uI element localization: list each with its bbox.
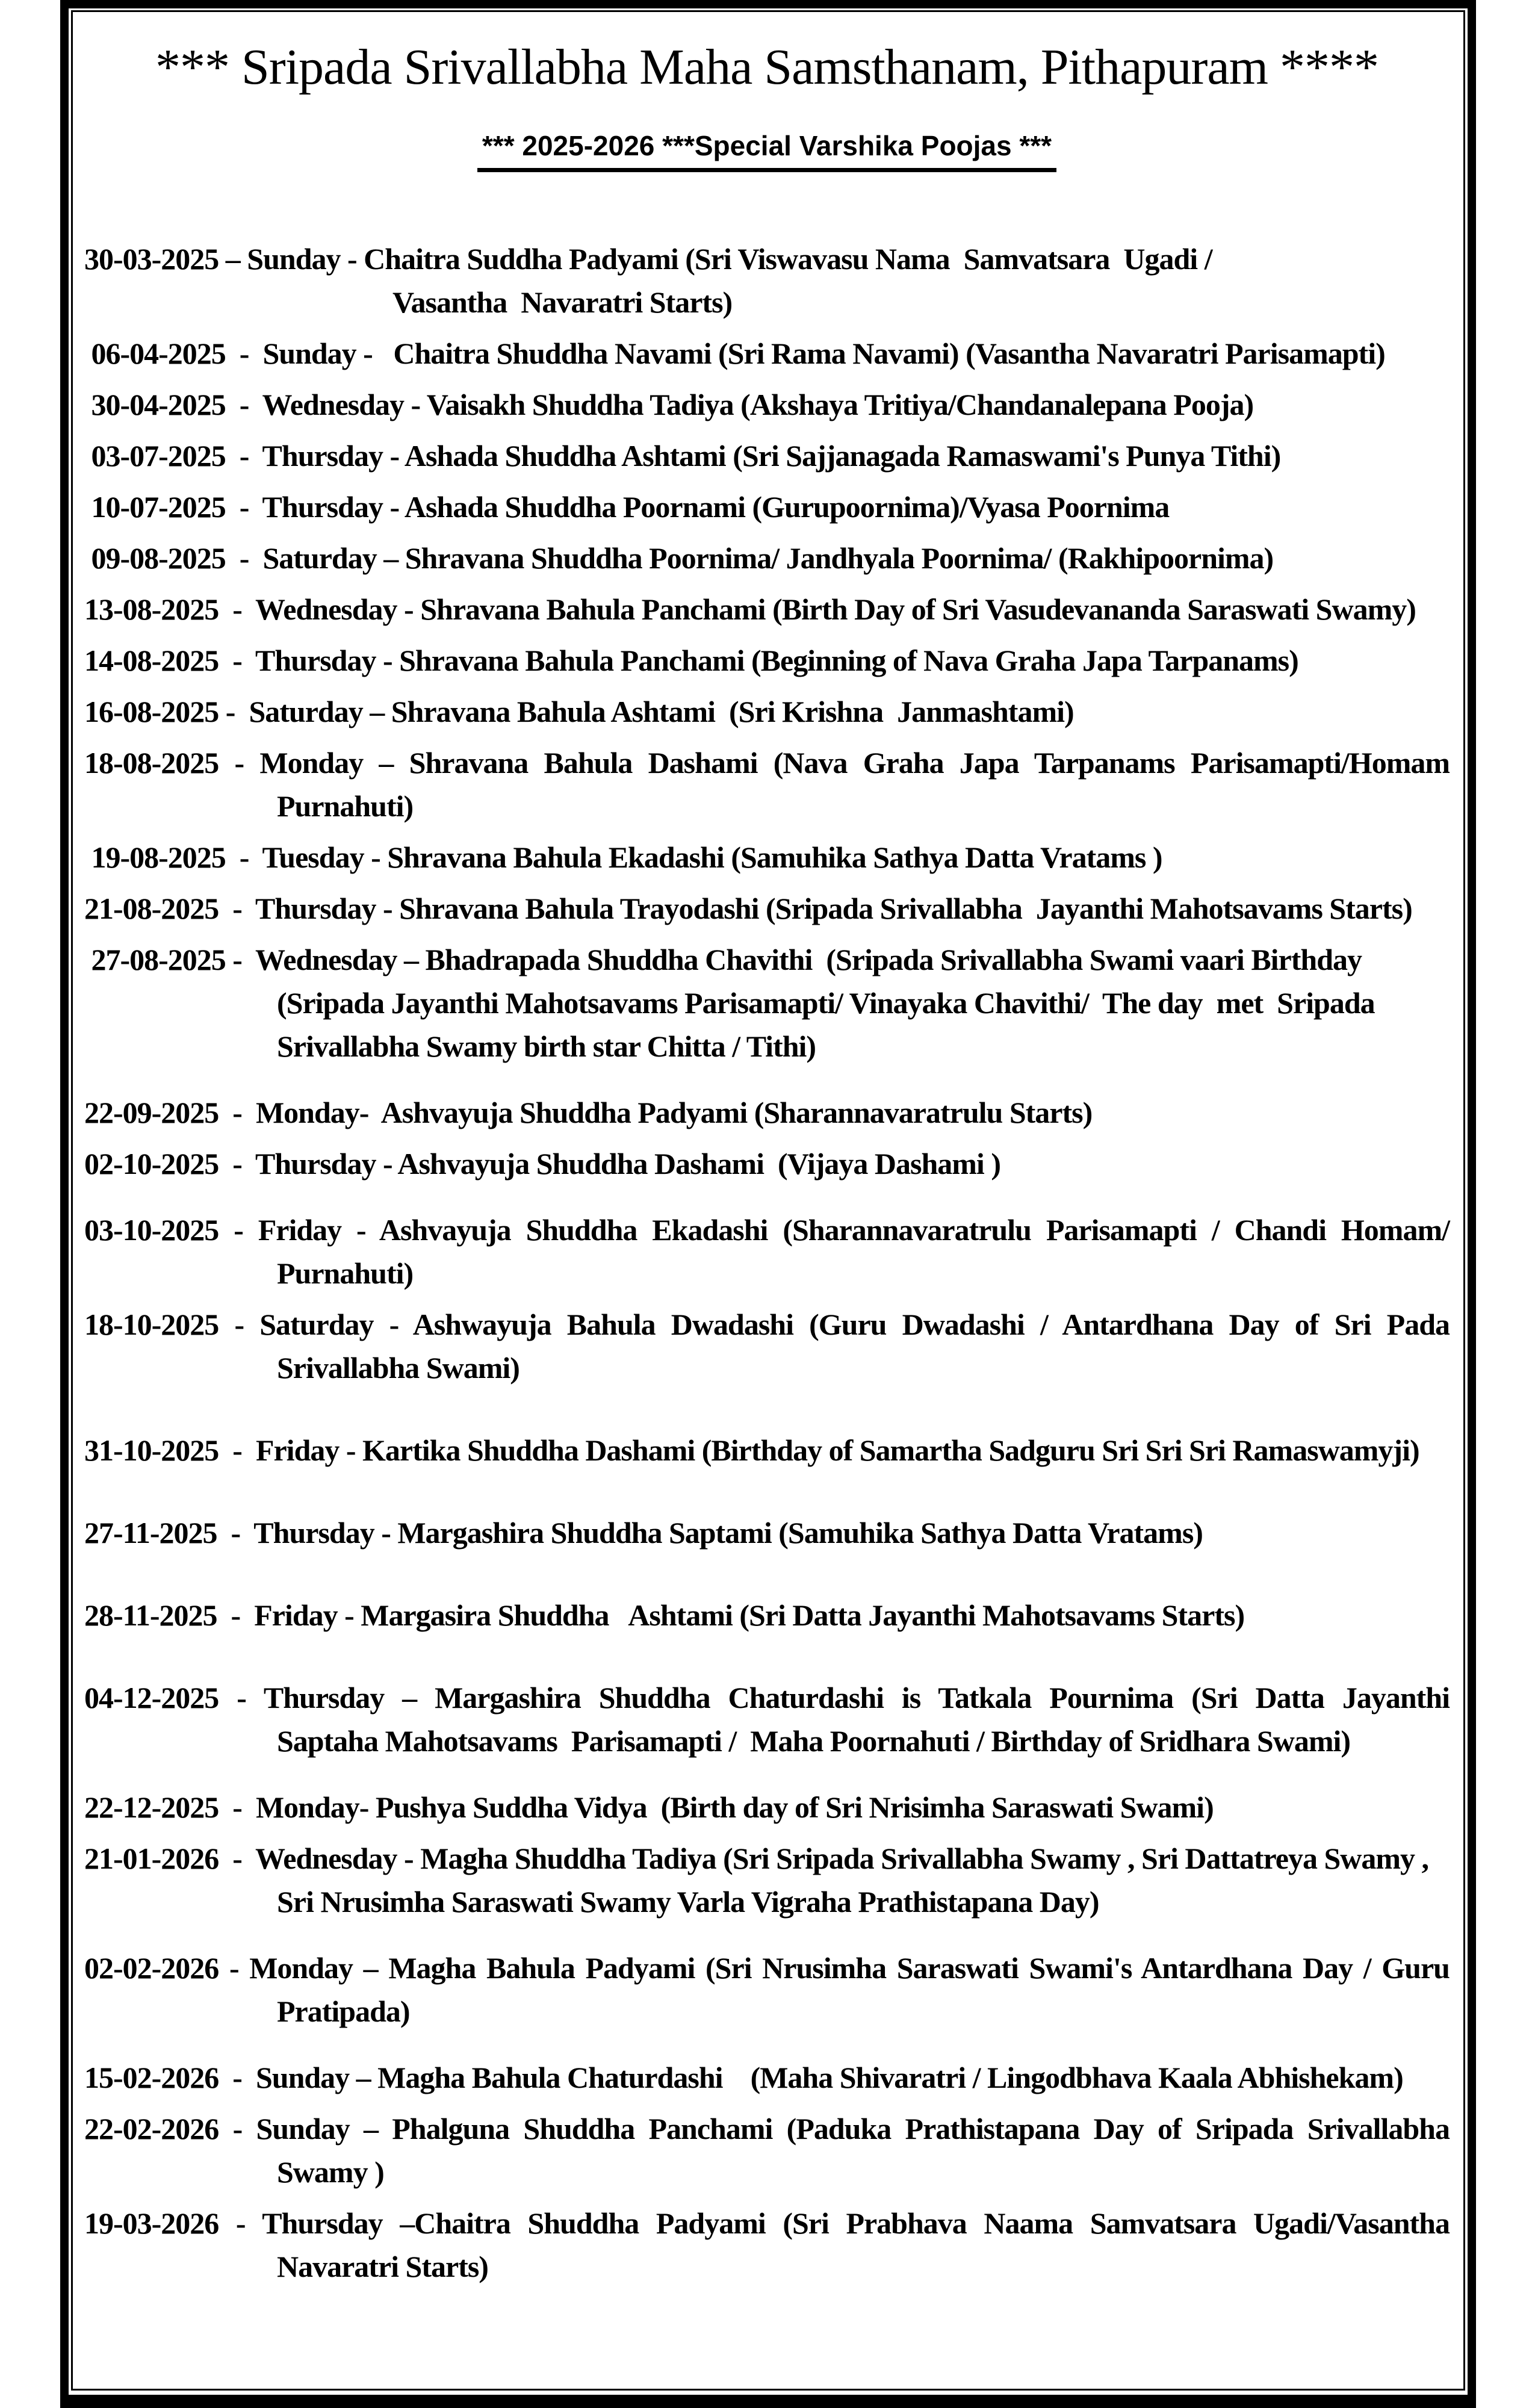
schedule-entry [84, 836, 1450, 879]
schedule-line: 21-08-2025 - Thursday - Shravana Bahula Trayodashi (Sripada Srivallabha Jayanthi Mahotsavams Starts) [84, 891, 1412, 925]
schedule-line: Purnahuti) [277, 789, 414, 823]
schedule-line: 14-08-2025 - Thursday - Shravana Bahula Panchami (Beginning of Nava Graha Japa Tarpanams) [84, 643, 1298, 677]
schedule-line: 02-02-2026 - Monday – Magha Bahula Padyami (Sri Nrusimha Saraswati Swami's Antardhana Day / Guru [84, 1950, 1450, 1985]
schedule-line: 27-11-2025 - Thursday - Margashira Shuddha Saptami (Samuhika Sathya Datta Vratams) [84, 1515, 1203, 1550]
schedule-line: 03-07-2025 - Thursday - Ashada Shuddha Ashtami (Sri Sajjanagada Ramaswami's Punya Tithi) [84, 438, 1281, 473]
schedule-line: 13-08-2025 - Wednesday - Shravana Bahula Panchami (Birth Day of Sri Vasudevananda Saraswati Swamy) [84, 592, 1416, 626]
schedule-line: 31-10-2025 - Friday - Kartika Shuddha Dashami (Birthday of Samartha Sadguru Sri Sri Sri Ramaswamyji) [84, 1433, 1419, 1467]
schedule-line: Navaratri Starts) [277, 2249, 488, 2283]
schedule-line: 16-08-2025 - Saturday – Shravana Bahula Ashtami (Sri Krishna Janmashtami) [84, 694, 1074, 728]
schedule-entry [84, 1511, 1450, 1554]
schedule-line: 10-07-2025 - Thursday - Ashada Shuddha Poornami (Gurupoornima)/Vyasa Poornima [84, 489, 1170, 524]
schedule-line: 22-12-2025 - Monday- Pushya Suddha Vidya (Birth day of Sri Nrisimha Saraswati Swami) [84, 1790, 1214, 1824]
schedule-line: 21-01-2026 - Wednesday - Magha Shuddha Tadiya (Sri Sripada Srivallabha Swamy , Sri Dattatreya Swamy , [84, 1841, 1429, 1875]
schedule-entry [84, 1676, 1450, 1763]
schedule-line: Srivallabha Swamy birth star Chitta / Tithi) [277, 1029, 816, 1063]
subtitle-row [84, 129, 1450, 172]
schedule-entry [84, 332, 1450, 375]
schedule-entry [84, 1142, 1450, 1185]
schedule-line: 30-03-2025 – Sunday - Chaitra Suddha Padyami (Sri Viswavasu Nama Samvatsara Ugadi / [84, 241, 1212, 276]
schedule-line: (Sripada Jayanthi Mahotsavams Parisamapti/ Vinayaka Chavithi/ The day met Sripada [277, 985, 1375, 1020]
schedule-entry [84, 690, 1450, 733]
document-content [77, 14, 1459, 2386]
schedule-entry [84, 2202, 1450, 2288]
schedule-line: 18-08-2025 - Monday – Shravana Bahula Dashami (Nava Graha Japa Tarpanams Parisamapti/Homam [84, 745, 1450, 780]
schedule-line: Pratipada) [277, 1994, 410, 2028]
schedule-entry [84, 1946, 1450, 2033]
schedule-line: 02-10-2025 - Thursday - Ashvayuja Shuddha Dashami (Vijaya Dashami ) [84, 1146, 1000, 1181]
schedule-line: 06-04-2025 - Sunday - Chaitra Shuddha Navami (Sri Rama Navami) (Vasantha Navaratri Parisamapti) [84, 336, 1385, 370]
schedule-line: Vasantha Navaratri Starts) [392, 285, 733, 319]
schedule-line: Saptaha Mahotsavams Parisamapti / Maha Poornahuti / Birthday of Sridhara Swami) [277, 1724, 1351, 1758]
document-title: *** Sripada Srivallabha Maha Samsthanam, Pithapuram **** [155, 39, 1378, 95]
schedule-entry [84, 1303, 1450, 1389]
schedule-line: 19-08-2025 - Tuesday - Shravana Bahula Ekadashi (Samuhika Sathya Datta Vratams ) [84, 840, 1162, 874]
schedule-entry [84, 485, 1450, 529]
schedule-entry [84, 383, 1450, 426]
schedule-list [84, 237, 1450, 2288]
schedule-line: 03-10-2025 - Friday - Ashvayuja Shuddha Ekadashi (Sharannavaratrulu Parisamapti / Chandi Homam/ [84, 1212, 1450, 1247]
schedule-line: 27-08-2025 - Wednesday – Bhadrapada Shuddha Chavithi (Sripada Srivallabha Swami vaari Birthday [84, 942, 1362, 976]
schedule-entry [84, 434, 1450, 477]
schedule-entry [84, 887, 1450, 930]
schedule-line: Purnahuti) [277, 1256, 414, 1290]
document-subtitle: *** 2025-2026 ***Special Varshika Poojas *** [477, 129, 1056, 172]
schedule-entry [84, 741, 1450, 828]
schedule-line: 22-09-2025 - Monday- Ashvayuja Shuddha Padyami (Sharannavaratrulu Starts) [84, 1095, 1093, 1129]
schedule-entry [84, 1837, 1450, 1923]
schedule-entry [84, 938, 1450, 1068]
schedule-entry [84, 639, 1450, 682]
schedule-line: 30-04-2025 - Wednesday - Vaisakh Shuddha Tadiya (Akshaya Tritiya/Chandanalepana Pooja) [84, 387, 1254, 421]
schedule-line: 19-03-2026 - Thursday –Chaitra Shuddha Padyami (Sri Prabhava Naama Samvatsara Ugadi/Vasantha [84, 2206, 1450, 2240]
schedule-entry [84, 1786, 1450, 1829]
schedule-line: 04-12-2025 - Thursday – Margashira Shuddha Chaturdashi is Tatkala Pournima (Sri Datta Jayanthi [84, 1680, 1450, 1714]
schedule-line: Sri Nrusimha Saraswati Swamy Varla Vigraha Prathistapana Day) [277, 1884, 1099, 1919]
schedule-entry [84, 536, 1450, 580]
schedule-line: 28-11-2025 - Friday - Margasira Shuddha Ashtami (Sri Datta Jayanthi Mahotsavams Starts) [84, 1598, 1245, 1632]
schedule-line: Swamy ) [277, 2155, 384, 2189]
schedule-line: Srivallabha Swami) [277, 1350, 519, 1385]
schedule-entry [84, 2056, 1450, 2099]
schedule-line: 22-02-2026 - Sunday – Phalguna Shuddha Panchami (Paduka Prathistapana Day of Sripada Srivallabha [84, 2111, 1450, 2146]
schedule-entry [84, 1208, 1450, 1295]
schedule-entry [84, 2107, 1450, 2194]
schedule-entry [84, 588, 1450, 631]
schedule-line: 15-02-2026 - Sunday – Magha Bahula Chaturdashi (Maha Shivaratri / Lingodbhava Kaala Abhishekam) [84, 2060, 1403, 2094]
schedule-entry [84, 1429, 1450, 1472]
schedule-line: 09-08-2025 - Saturday – Shravana Shuddha Poornima/ Jandhyala Poornima/ (Rakhipoornima) [84, 541, 1274, 575]
schedule-entry [84, 1593, 1450, 1637]
schedule-line: 18-10-2025 - Saturday - Ashwayuja Bahula Dwadashi (Guru Dwadashi / Antardhana Day of Sri Pada [84, 1307, 1450, 1341]
schedule-entry [84, 237, 1450, 324]
schedule-entry [84, 1091, 1450, 1134]
